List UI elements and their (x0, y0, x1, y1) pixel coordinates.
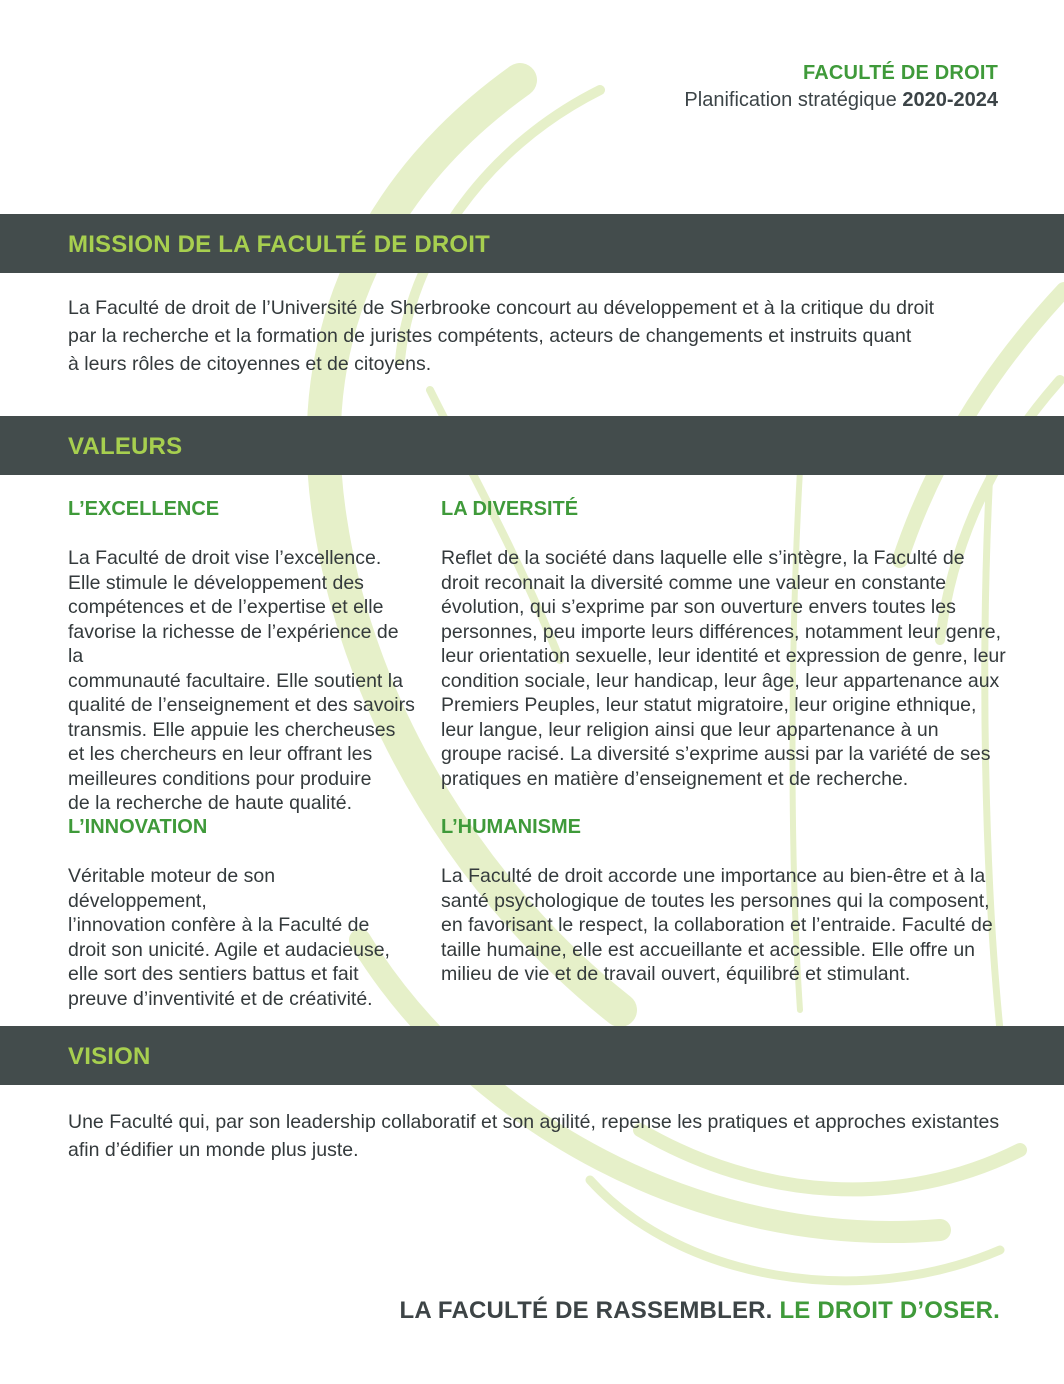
tagline-part-1: LA FACULTÉ DE RASSEMBLER. (399, 1297, 773, 1324)
page-header (684, 60, 998, 114)
vision-band (0, 1026, 1064, 1085)
mission-line: par la recherche et la formation de juristes compétents, acteurs de changements et instruits quant (68, 325, 912, 347)
diversite-line: leur langue, leur religion ainsi que leur appartenance à un (441, 718, 939, 741)
excellence-line: La Faculté de droit vise l’excellence. (68, 547, 382, 569)
excellence-line: qualité de l’enseignement et des savoirs (68, 694, 415, 716)
excellence-line: compétences et de l’expertise et elle (68, 596, 384, 618)
excellence-line: transmis. Elle appuie les chercheuses (68, 718, 396, 741)
humanisme-line: La Faculté de droit accorde une importance au bien-être et à la (441, 865, 986, 887)
diversite-line: leur orientation sexuelle, leur identité et expression de genre, leur (441, 645, 1006, 667)
valeurs-band (0, 416, 1064, 475)
innovation-line: Véritable moteur de son développement, (68, 865, 276, 912)
innovation-title: L’INNOVATION (68, 816, 208, 838)
diversite-line: condition sociale, leur handicap, leur âge, leur appartenance aux (441, 669, 1000, 692)
excellence-line: de la recherche de haute qualité. (68, 792, 353, 814)
humanisme-line: santé psychologique de toutes les personnes qui la composent, (441, 889, 990, 912)
innovation-line: droit son unicité. Agile et audacieuse, (68, 938, 390, 961)
humanisme-line: milieu de vie et de travail ouvert, équilibré et stimulant. (441, 963, 911, 985)
document-subtitle (684, 86, 998, 114)
mission-line: à leurs rôles de citoyennes et de citoyens. (68, 353, 432, 375)
excellence-line: favorise la richesse de l’expérience de la (68, 620, 399, 667)
innovation-text (68, 864, 418, 1011)
vision-heading: VISION (68, 1043, 151, 1070)
subtitle-prefix: Planification stratégique (684, 89, 897, 111)
vision-line: afin d’édifier un monde plus juste. (68, 1139, 359, 1161)
humanisme-line: en favorisant le respect, la collaboration et l’entraide. Faculté de (441, 914, 993, 936)
diversite-line: évolution, qui s’exprime par son ouverture envers toutes les (441, 596, 956, 618)
mission-text (68, 294, 968, 378)
diversite-line: droit reconnait la diversité comme une valeur en constante (441, 571, 947, 594)
tagline-part-2: LE DROIT D’OSER. (779, 1297, 1000, 1324)
diversite-line: groupe racisé. La diversité s’exprime aussi par la variété de ses (441, 743, 991, 765)
subtitle-years: 2020-2024 (902, 89, 998, 111)
excellence-line: meilleures conditions pour produire (68, 767, 372, 790)
diversite-line: Reflet de la société dans laquelle elle s’intègre, la Faculté de (441, 547, 965, 569)
tagline (400, 1296, 1000, 1326)
vision-line: Une Faculté qui, par son leadership collaboratif et son agilité, repense les pratiques et approches existantes (68, 1111, 1000, 1133)
vision-text (68, 1108, 1008, 1164)
innovation-line: l’innovation confère à la Faculté de (68, 914, 370, 936)
excellence-line: communauté facultaire. Elle soutient la (68, 669, 403, 692)
diversite-line: personnes, peu importe leurs différences, notamment leur genre, (441, 620, 1002, 643)
humanisme-text (441, 864, 1006, 987)
excellence-text (68, 546, 418, 816)
mission-line: La Faculté de droit de l’Université de Sherbrooke concourt au développement et à la critique du droit (68, 297, 935, 319)
mission-band (0, 214, 1064, 273)
diversite-line: pratiques en matière d’enseignement et de recherche. (441, 767, 909, 790)
diversite-title: LA DIVERSITÉ (441, 498, 579, 520)
innovation-line: elle sort des sentiers battus et fait (68, 963, 359, 985)
innovation-line: preuve d’inventivité et de créativité. (68, 987, 373, 1010)
valeurs-heading: VALEURS (68, 433, 183, 460)
diversite-text (441, 546, 1006, 791)
excellence-line: et les chercheurs en leur offrant les (68, 743, 373, 765)
diversite-line: Premiers Peuples, leur statut migratoire, leur origine ethnique, (441, 694, 977, 716)
excellence-line: Elle stimule le développement des (68, 571, 364, 594)
excellence-title: L’EXCELLENCE (68, 498, 220, 520)
humanisme-title: L’HUMANISME (441, 816, 581, 838)
faculty-name: FACULTÉ DE DROIT (802, 62, 998, 84)
humanisme-line: taille humaine, elle est accueillante et accessible. Elle offre un (441, 938, 976, 961)
mission-heading: MISSION DE LA FACULTÉ DE DROIT (68, 231, 491, 258)
